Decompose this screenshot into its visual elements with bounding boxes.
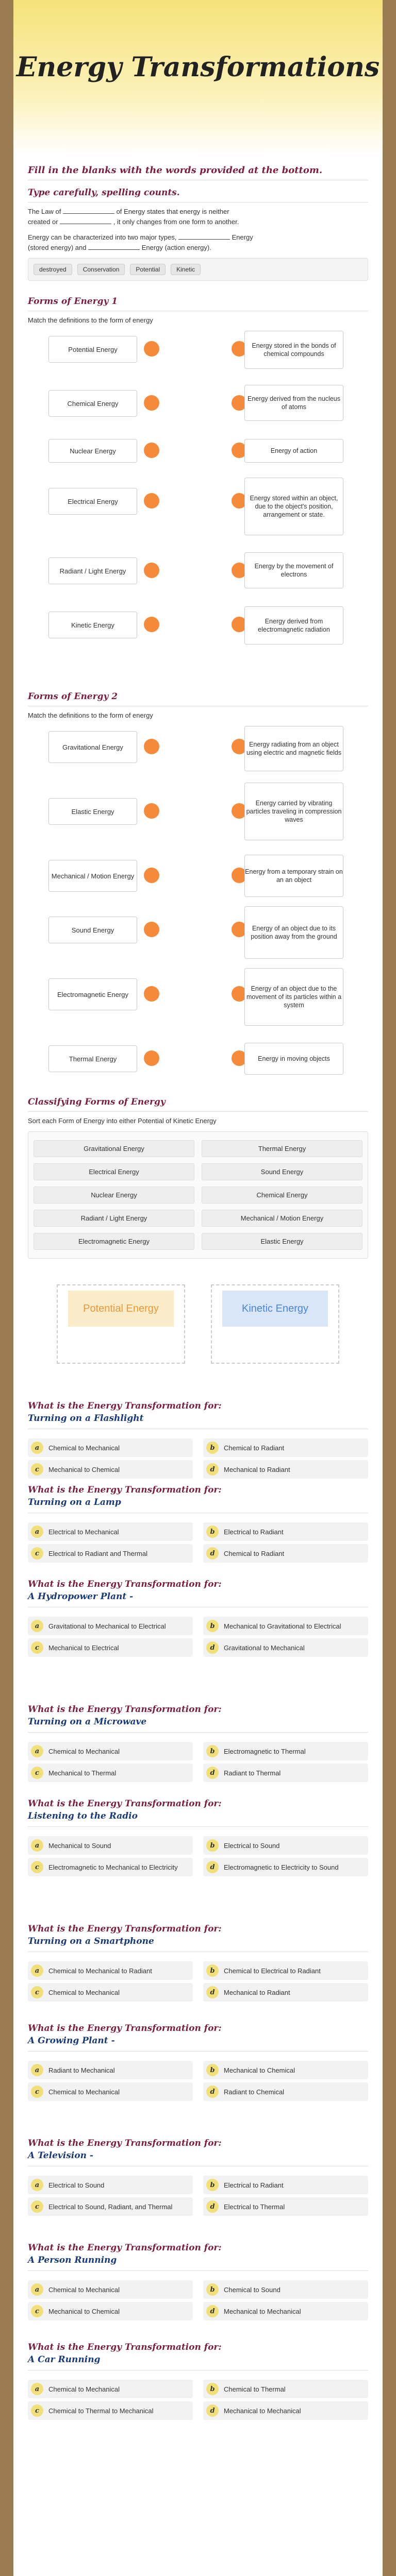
classify-item[interactable]: Nuclear Energy xyxy=(34,1187,194,1204)
question-prompt: What is the Energy Transformation for: xyxy=(28,2243,222,2253)
divider xyxy=(28,2051,368,2052)
option-text: Mechanical to Radiant xyxy=(224,1465,290,1473)
option-letter: b xyxy=(206,2064,219,2076)
classify-title: Classifying Forms of Energy xyxy=(28,1097,166,1107)
word-bank xyxy=(28,258,368,281)
question-block xyxy=(28,1578,368,1657)
option-text: Chemical to Electrical to Radiant xyxy=(224,1967,321,1975)
match-handle[interactable] xyxy=(144,493,159,509)
option-letter: d xyxy=(206,2200,219,2213)
answer-option-c[interactable] xyxy=(28,1544,193,1563)
classify-item[interactable]: Electromagnetic Energy xyxy=(34,1233,194,1250)
match-left-item[interactable]: Thermal Energy xyxy=(48,1045,137,1072)
option-letter: b xyxy=(206,1839,219,1852)
match-left-item[interactable]: Elastic Energy xyxy=(48,798,137,825)
match-left-item[interactable]: Sound Energy xyxy=(48,917,137,943)
option-text: Electrical to Sound xyxy=(224,1841,280,1850)
answer-option-d[interactable] xyxy=(203,2302,368,2320)
option-text: Electrical to Radiant xyxy=(224,1528,284,1536)
answer-option-d[interactable] xyxy=(203,2197,368,2216)
question-prompt: What is the Energy Transformation for: xyxy=(28,1485,222,1495)
answer-option-d[interactable] xyxy=(203,1764,368,1782)
classify-item[interactable]: Gravitational Energy xyxy=(34,1140,194,1157)
match-right-item[interactable]: Energy stored in the bonds of chemical compounds xyxy=(244,331,343,369)
question-prompt: What is the Energy Transformation for: xyxy=(28,2342,222,2352)
word-chip[interactable]: Potential xyxy=(130,264,166,275)
option-text: Mechanical to Mechanical xyxy=(224,2406,301,2415)
question-block xyxy=(28,2137,368,2216)
classify-item[interactable]: Thermal Energy xyxy=(202,1140,362,1157)
match-left-item[interactable]: Nuclear Energy xyxy=(48,439,137,463)
question-subject: A Hydropower Plant - xyxy=(28,1591,134,1602)
classify-item[interactable]: Radiant / Light Energy xyxy=(34,1210,194,1227)
match-left-item[interactable]: Gravitational Energy xyxy=(48,731,137,763)
option-letter: c xyxy=(31,2404,43,2417)
option-letter: b xyxy=(206,1526,219,1538)
option-letter: b xyxy=(206,2179,219,2191)
blank-input[interactable] xyxy=(88,243,140,250)
answer-option-b[interactable] xyxy=(203,1836,368,1855)
answer-options xyxy=(28,1836,368,1876)
matching-area-1 xyxy=(28,331,368,712)
classify-buckets xyxy=(28,1284,368,1364)
option-text: Chemical to Mechanical xyxy=(48,2088,120,2096)
match-left-item[interactable]: Mechanical / Motion Energy xyxy=(48,860,137,892)
answer-option-c[interactable] xyxy=(28,2401,193,2420)
option-letter: b xyxy=(206,2383,219,2395)
blank-input[interactable] xyxy=(60,217,111,224)
option-letter: a xyxy=(31,1442,43,1454)
answer-option-d[interactable] xyxy=(203,1460,368,1479)
option-text: Gravitational to Mechanical to Electrical xyxy=(48,1622,166,1630)
question-subject: Turning on a Smartphone xyxy=(28,1936,154,1946)
question-prompt: What is the Energy Transformation for: xyxy=(28,2023,222,2033)
answer-option-d[interactable] xyxy=(203,1858,368,1876)
answer-options xyxy=(28,2176,368,2216)
divider xyxy=(28,1826,368,1827)
word-chip[interactable]: Kinetic xyxy=(171,264,201,275)
fib-subtitle: Type carefully, spelling counts. xyxy=(28,188,180,198)
classify-item[interactable]: Electrical Energy xyxy=(34,1163,194,1180)
answer-option-c[interactable] xyxy=(28,1764,193,1782)
divider xyxy=(28,1732,368,1733)
answer-option-a[interactable] xyxy=(28,1522,193,1541)
question-prompt: What is the Energy Transformation for: xyxy=(28,1579,222,1589)
question-subject: Turning on a Lamp xyxy=(28,1497,121,1507)
blank-input[interactable] xyxy=(63,207,114,214)
option-text: Mechanical to Sound xyxy=(48,1841,111,1850)
forms2-instructions: Match the definitions to the form of energy xyxy=(28,711,153,719)
question-prompt: What is the Energy Transformation for: xyxy=(28,1704,222,1715)
option-text: Chemical to Radiant xyxy=(224,1549,285,1557)
answer-option-b[interactable] xyxy=(203,1522,368,1541)
option-letter: d xyxy=(206,2086,219,2098)
fib-text: created or xyxy=(28,218,58,226)
match-handle[interactable] xyxy=(144,986,159,1002)
classify-item-pool xyxy=(28,1131,368,1259)
classify-item[interactable]: Mechanical / Motion Energy xyxy=(202,1210,362,1227)
answer-option-d[interactable] xyxy=(203,2082,368,2101)
answer-option-b[interactable] xyxy=(203,2380,368,2398)
option-text: Chemical to Sound xyxy=(224,2285,280,2294)
option-letter: d xyxy=(206,1463,219,1476)
answer-option-a[interactable] xyxy=(28,1836,193,1855)
match-left-item[interactable]: Radiant / Light Energy xyxy=(48,557,137,584)
option-letter: a xyxy=(31,2179,43,2191)
fib-text: Energy xyxy=(232,233,253,241)
answer-option-c[interactable] xyxy=(28,2302,193,2320)
classify-section xyxy=(13,1097,383,1364)
answer-option-a[interactable] xyxy=(28,2380,193,2398)
answer-option-a[interactable] xyxy=(28,1742,193,1760)
option-text: Electromagnetic to Electricity to Sound xyxy=(224,1863,339,1871)
option-text: Mechanical to Chemical xyxy=(48,2307,120,2315)
question-prompt: What is the Energy Transformation for: xyxy=(28,1401,222,1411)
option-letter: d xyxy=(206,1986,219,1998)
potential-label: Potential Energy xyxy=(68,1291,174,1327)
match-left-item[interactable]: Electrical Energy xyxy=(48,488,137,515)
divider xyxy=(28,2270,368,2271)
option-letter: a xyxy=(31,1964,43,1977)
match-left-item[interactable]: Chemical Energy xyxy=(48,390,137,417)
option-letter: a xyxy=(31,1620,43,1632)
answer-option-b[interactable] xyxy=(203,1742,368,1760)
option-text: Chemical to Radiant xyxy=(224,1444,285,1452)
forms1-title: Forms of Energy 1 xyxy=(28,296,118,307)
match-right-item[interactable]: Energy by the movement of electrons xyxy=(244,552,343,588)
match-handle[interactable] xyxy=(144,395,159,411)
option-letter: c xyxy=(31,2305,43,2317)
option-text: Electrical to Radiant and Thermal xyxy=(48,1549,147,1557)
question-block xyxy=(28,2022,368,2101)
option-letter: d xyxy=(206,1547,219,1560)
fib-paragraph xyxy=(28,207,368,253)
option-letter: d xyxy=(206,1641,219,1654)
answer-option-d[interactable] xyxy=(203,1983,368,2002)
question-prompt: What is the Energy Transformation for: xyxy=(28,1924,222,1934)
match-left-item[interactable]: Potential Energy xyxy=(48,336,137,363)
word-chip[interactable]: destroyed xyxy=(34,264,72,275)
match-handle[interactable] xyxy=(144,341,159,357)
kinetic-bucket[interactable] xyxy=(211,1284,339,1364)
option-text: Mechanical to Radiant xyxy=(224,1988,290,1996)
match-right-item[interactable]: Energy derived from the nucleus of atoms xyxy=(244,385,343,421)
option-text: Gravitational to Mechanical xyxy=(224,1643,305,1652)
classify-item[interactable]: Chemical Energy xyxy=(202,1187,362,1204)
blank-input[interactable] xyxy=(178,233,230,240)
instructions-text: Fill in the blanks with the words provided at the bottom. xyxy=(28,165,323,176)
worksheet-page xyxy=(13,0,383,2576)
option-text: Chemical to Mechanical to Radiant xyxy=(48,1967,152,1975)
option-letter: d xyxy=(206,1767,219,1779)
answer-option-c[interactable] xyxy=(28,1460,193,1479)
match-right-item[interactable]: Energy radiating from an object using electric and magnetic fields xyxy=(244,726,343,771)
potential-bucket[interactable] xyxy=(57,1284,185,1364)
option-text: Electromagnetic to Thermal xyxy=(224,1747,306,1755)
header-banner xyxy=(13,0,383,155)
answer-options xyxy=(28,1742,368,1782)
option-text: Chemical to Mechanical xyxy=(48,1747,120,1755)
fib-text: The Law of xyxy=(28,208,61,215)
classify-item[interactable]: Sound Energy xyxy=(202,1163,362,1180)
matching-area-2 xyxy=(28,726,368,1107)
option-text: Electrical to Thermal xyxy=(224,2202,285,2211)
match-right-item[interactable]: Energy of an object due to its position away from the ground xyxy=(244,906,343,959)
answer-option-d[interactable] xyxy=(203,1638,368,1657)
word-chip[interactable]: Conservation xyxy=(77,264,125,275)
match-right-item[interactable]: Energy derived from electromagnetic radiation xyxy=(244,606,343,645)
option-text: Radiant to Mechanical xyxy=(48,2066,115,2074)
option-letter: c xyxy=(31,1986,43,1998)
option-letter: c xyxy=(31,1861,43,1873)
match-right-item[interactable]: Energy from a temporary strain on an an object xyxy=(244,855,343,897)
answer-options xyxy=(28,1617,368,1657)
answer-option-b[interactable] xyxy=(203,1438,368,1457)
option-letter: b xyxy=(206,1964,219,1977)
answer-option-a[interactable] xyxy=(28,1617,193,1635)
match-left-item[interactable]: Electromagnetic Energy xyxy=(48,978,137,1010)
fib-text: Energy (action energy). xyxy=(141,244,211,251)
option-text: Radiant to Thermal xyxy=(224,1769,281,1777)
forms2-section xyxy=(13,691,383,1107)
answer-option-c[interactable] xyxy=(28,1638,193,1657)
answer-option-a[interactable] xyxy=(28,1961,193,1980)
option-text: Mechanical to Chemical xyxy=(48,1465,120,1473)
option-letter: c xyxy=(31,1641,43,1654)
question-prompt: What is the Energy Transformation for: xyxy=(28,2138,222,2148)
option-text: Chemical to Thermal xyxy=(224,2385,286,2393)
answer-options xyxy=(28,1522,368,1563)
fib-text: , it only changes from one form to another. xyxy=(113,218,239,226)
answer-option-d[interactable] xyxy=(203,1544,368,1563)
answer-option-b[interactable] xyxy=(203,2061,368,2079)
option-text: Electrical to Sound, Radiant, and Thermal xyxy=(48,2202,173,2211)
answer-options xyxy=(28,2380,368,2420)
option-text: Chemical to Thermal to Mechanical xyxy=(48,2406,154,2415)
question-subject: A Growing Plant - xyxy=(28,2036,115,2046)
option-letter: a xyxy=(31,1526,43,1538)
answer-options xyxy=(28,2280,368,2320)
match-handle[interactable] xyxy=(144,868,159,883)
question-subject: Listening to the Radio xyxy=(28,1811,138,1821)
option-text: Mechanical to Electrical xyxy=(48,1643,119,1652)
question-block xyxy=(28,1400,368,1479)
option-text: Chemical to Mechanical xyxy=(48,2285,120,2294)
classify-instructions: Sort each Form of Energy into either Potential of Kinetic Energy xyxy=(28,1117,217,1125)
option-letter: a xyxy=(31,1745,43,1757)
question-block xyxy=(28,1484,368,1563)
answer-option-a[interactable] xyxy=(28,1438,193,1457)
option-text: Electrical to Radiant xyxy=(224,2181,284,2189)
match-right-item[interactable]: Energy carried by vibrating particles traveling in compression waves xyxy=(244,783,343,840)
instructions-section xyxy=(13,165,383,281)
fib-text: Energy can be characterized into two major types, xyxy=(28,233,177,241)
option-letter: c xyxy=(31,2200,43,2213)
option-letter: c xyxy=(31,1547,43,1560)
forms1-section xyxy=(13,296,383,712)
option-letter: d xyxy=(206,1861,219,1873)
question-subject: Turning on a Flashlight xyxy=(28,1413,144,1423)
option-letter: b xyxy=(206,1745,219,1757)
match-left-item[interactable]: Kinetic Energy xyxy=(48,612,137,638)
option-letter: b xyxy=(206,2283,219,2296)
option-text: Electromagnetic to Mechanical to Electricity xyxy=(48,1863,178,1871)
divider xyxy=(28,1111,368,1112)
option-text: Mechanical to Gravitational to Electrical xyxy=(224,1622,341,1630)
option-letter: d xyxy=(206,2404,219,2417)
match-right-item[interactable]: Energy in moving objects xyxy=(244,1043,343,1075)
answer-options xyxy=(28,2061,368,2101)
fib-text: (stored energy) and xyxy=(28,244,87,251)
option-letter: a xyxy=(31,2283,43,2296)
answer-option-c[interactable] xyxy=(28,1858,193,1876)
match-right-item[interactable]: Energy of action xyxy=(244,439,343,463)
question-block xyxy=(28,2242,368,2320)
option-letter: a xyxy=(31,2064,43,2076)
answer-option-b[interactable] xyxy=(203,1617,368,1635)
option-letter: c xyxy=(31,2086,43,2098)
question-block xyxy=(28,1923,368,2002)
answer-option-c[interactable] xyxy=(28,2082,193,2101)
question-block xyxy=(28,2341,368,2420)
questions-section xyxy=(13,1400,383,2420)
question-subject: A Person Running xyxy=(28,2255,117,2265)
question-block xyxy=(28,1798,368,1876)
question-subject: A Car Running xyxy=(28,2354,101,2365)
question-prompt: What is the Energy Transformation for: xyxy=(28,1799,222,1809)
option-text: Chemical to Mechanical xyxy=(48,2385,120,2393)
question-block xyxy=(28,1703,368,1782)
answer-option-c[interactable] xyxy=(28,2197,193,2216)
answer-option-b[interactable] xyxy=(203,2280,368,2299)
answer-option-c[interactable] xyxy=(28,1983,193,2002)
option-letter: a xyxy=(31,1839,43,1852)
answer-options xyxy=(28,1438,368,1479)
match-handle[interactable] xyxy=(144,443,159,458)
option-letter: a xyxy=(31,2383,43,2395)
match-right-item[interactable]: Energy stored within an object, due to the object's position, arrangement or state. xyxy=(244,478,343,535)
page-title: Energy Transformations xyxy=(16,52,380,83)
match-handle[interactable] xyxy=(144,563,159,578)
option-text: Electrical to Mechanical xyxy=(48,1528,119,1536)
answer-options xyxy=(28,1961,368,2002)
match-handle[interactable] xyxy=(144,803,159,819)
kinetic-label: Kinetic Energy xyxy=(222,1291,328,1327)
option-text: Electrical to Sound xyxy=(48,2181,105,2189)
option-letter: c xyxy=(31,1463,43,1476)
option-text: Chemical to Mechanical xyxy=(48,1988,120,1996)
option-letter: b xyxy=(206,1442,219,1454)
classify-item[interactable]: Elastic Energy xyxy=(202,1233,362,1250)
option-text: Mechanical to Thermal xyxy=(48,1769,117,1777)
option-letter: b xyxy=(206,1620,219,1632)
option-text: Radiant to Chemical xyxy=(224,2088,285,2096)
question-subject: Turning on a Microwave xyxy=(28,1717,147,1727)
answer-option-a[interactable] xyxy=(28,2280,193,2299)
match-handle[interactable] xyxy=(144,739,159,754)
answer-option-a[interactable] xyxy=(28,2061,193,2079)
answer-option-b[interactable] xyxy=(203,1961,368,1980)
match-handle[interactable] xyxy=(144,922,159,937)
answer-option-a[interactable] xyxy=(28,2176,193,2194)
option-text: Chemical to Mechanical xyxy=(48,1444,120,1452)
option-text: Mechanical to Mechanical xyxy=(224,2307,301,2315)
option-letter: c xyxy=(31,1767,43,1779)
option-text: Mechanical to Chemical xyxy=(224,2066,295,2074)
match-right-item[interactable]: Energy of an object due to the movement of its particles within a system xyxy=(244,968,343,1026)
forms1-instructions: Match the definitions to the form of energy xyxy=(28,316,153,324)
question-subject: A Television - xyxy=(28,2150,93,2161)
forms2-title: Forms of Energy 2 xyxy=(28,691,118,702)
answer-option-d[interactable] xyxy=(203,2401,368,2420)
fib-text: of Energy states that energy is neither xyxy=(116,208,229,215)
option-letter: d xyxy=(206,2305,219,2317)
match-handle[interactable] xyxy=(144,1050,159,1066)
answer-option-b[interactable] xyxy=(203,2176,368,2194)
match-handle[interactable] xyxy=(144,617,159,632)
